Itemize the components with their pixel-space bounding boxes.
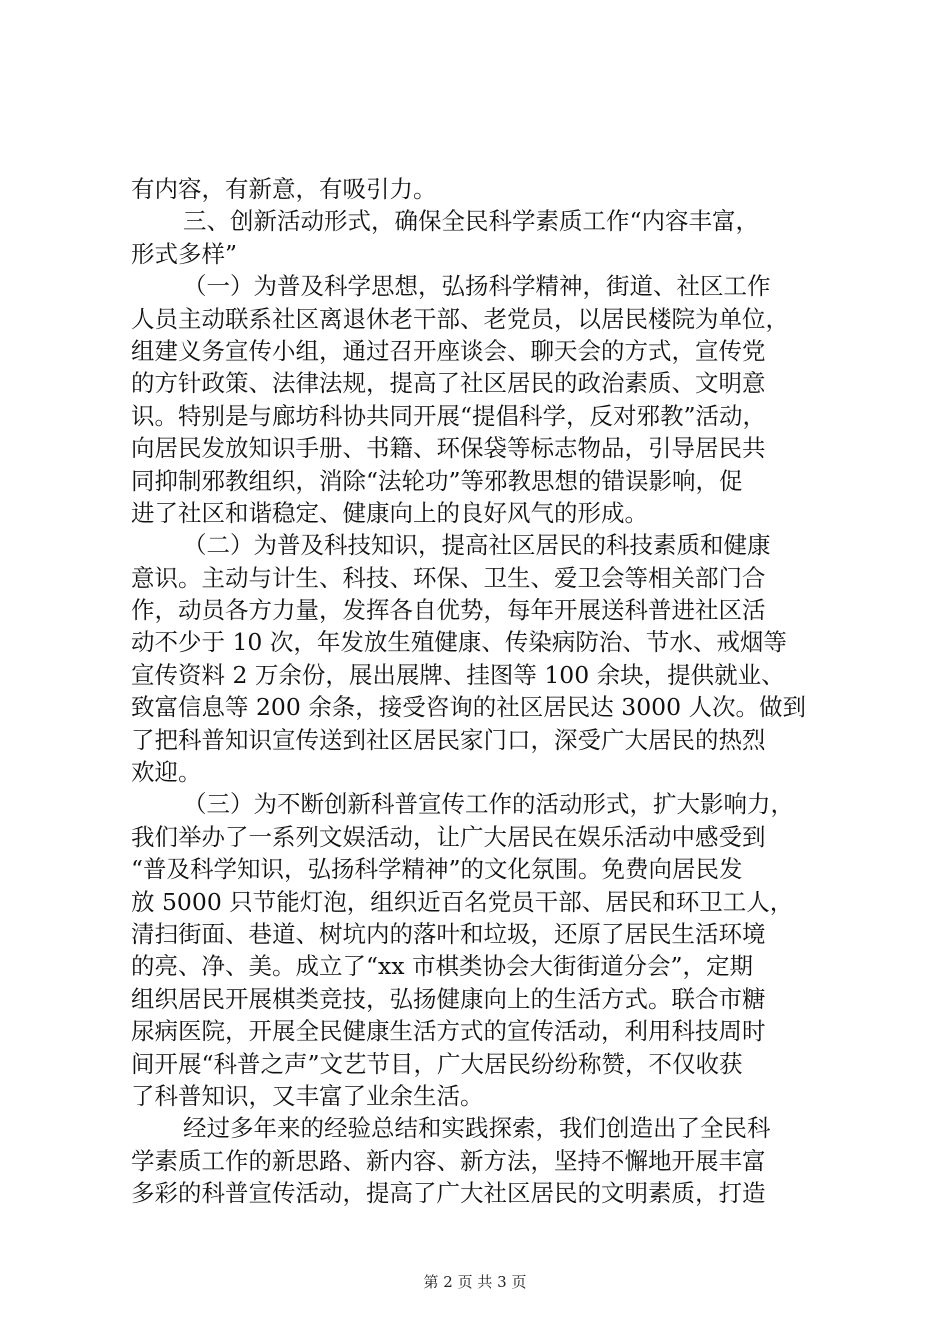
- paragraph-line: 向居民发放知识手册、书籍、环保袋等标志物品，引导居民共: [131, 434, 766, 463]
- paragraph-line: 同抑制邪教组织，消除“法轮功”等邪教思想的错误影响，促: [131, 466, 743, 495]
- paragraph-first-line: （三）为不断创新科普宣传工作的活动形式，扩大影响力，: [183, 790, 794, 819]
- paragraph-line: 了科普知识，又丰富了业余生活。: [131, 1081, 484, 1110]
- paragraph-line: 组建义务宣传小组，通过召开座谈会、聊天会的方式，宣传党: [131, 336, 766, 365]
- paragraph-line: “普及科学知识，弘扬科学精神”的文化氛围。免费向居民发: [131, 855, 743, 884]
- paragraph-line: 进了社区和谐稳定、健康向上的良好风气的形成。: [131, 498, 648, 527]
- paragraph-first-line: 三、创新活动形式，确保全民科学素质工作“内容丰富，: [183, 207, 760, 236]
- paragraph-line: 识。特别是与廊坊科协共同开展“提倡科学，反对邪教”活动，: [131, 401, 767, 430]
- paragraph-line: 的亮、净、美。成立了“xx 市棋类协会大街街道分会”，定期: [131, 952, 754, 981]
- page-footer: 第 2 页 共 3 页: [423, 1273, 527, 1291]
- document-body: [131, 173, 843, 1210]
- paragraph-line: 作，动员各方力量，发挥各自优势，每年开展送科普进社区活: [131, 596, 766, 625]
- paragraph-line: 放 5000 只节能灯泡，组织近百名党员干部、居民和环卫工人，: [131, 887, 794, 916]
- paragraph-line: 致富信息等 200 余条，接受咨询的社区居民达 3000 人次。做到: [131, 693, 807, 722]
- paragraph-line: 动不少于 10 次，年发放生殖健康、传染病防治、节水、戒烟等: [131, 628, 787, 657]
- paragraph-line: 我们举办了一系列文娱活动，让广大居民在娱乐活动中感受到: [131, 822, 766, 851]
- paragraph-line: 形式多样”: [131, 239, 238, 268]
- paragraph-line: 尿病医院，开展全民健康生活方式的宣传活动，利用科技周时: [131, 1017, 766, 1046]
- paragraph-line: 多彩的科普宣传活动，提高了广大社区居民的文明素质，打造: [131, 1179, 766, 1208]
- paragraph-line: 了把科普知识宣传送到社区居民家门口，深受广大居民的热烈: [131, 725, 766, 754]
- paragraph-line: 组织居民开展棋类竞技，弘扬健康向上的生活方式。联合市糖: [131, 984, 766, 1013]
- paragraph-line: 欢迎。: [131, 758, 202, 787]
- paragraph-line: 的方针政策、法律法规，提高了社区居民的政治素质、文明意: [131, 369, 766, 398]
- paragraph-line: 人员主动联系社区离退休老干部、老党员，以居民楼院为单位，: [131, 304, 789, 333]
- paragraph-first-line: （一）为普及科学思想，弘扬科学精神，街道、社区工作: [183, 272, 771, 301]
- paragraph-line: 清扫街面、巷道、树坑内的落叶和垃圾，还原了居民生活环境: [131, 919, 766, 948]
- paragraph-line: 有内容，有新意，有吸引力。: [131, 175, 437, 203]
- paragraph-line: 学素质工作的新思路、新内容、新方法，坚持不懈地开展丰富: [131, 1146, 766, 1175]
- paragraph-line: 间开展“科普之声”文艺节目，广大居民纷纷称赞，不仅收获: [131, 1049, 743, 1078]
- paragraph-first-line: 经过多年来的经验总结和实践探索，我们创造出了全民科: [183, 1114, 771, 1143]
- paragraph-first-line: （二）为普及科技知识，提高社区居民的科技素质和健康: [183, 531, 771, 560]
- paragraph-line: 宣传资料 2 万余份，展出展牌、挂图等 100 余块，提供就业、: [131, 660, 785, 689]
- paragraph-line: 意识。主动与计生、科技、环保、卫生、爱卫会等相关部门合: [131, 563, 766, 592]
